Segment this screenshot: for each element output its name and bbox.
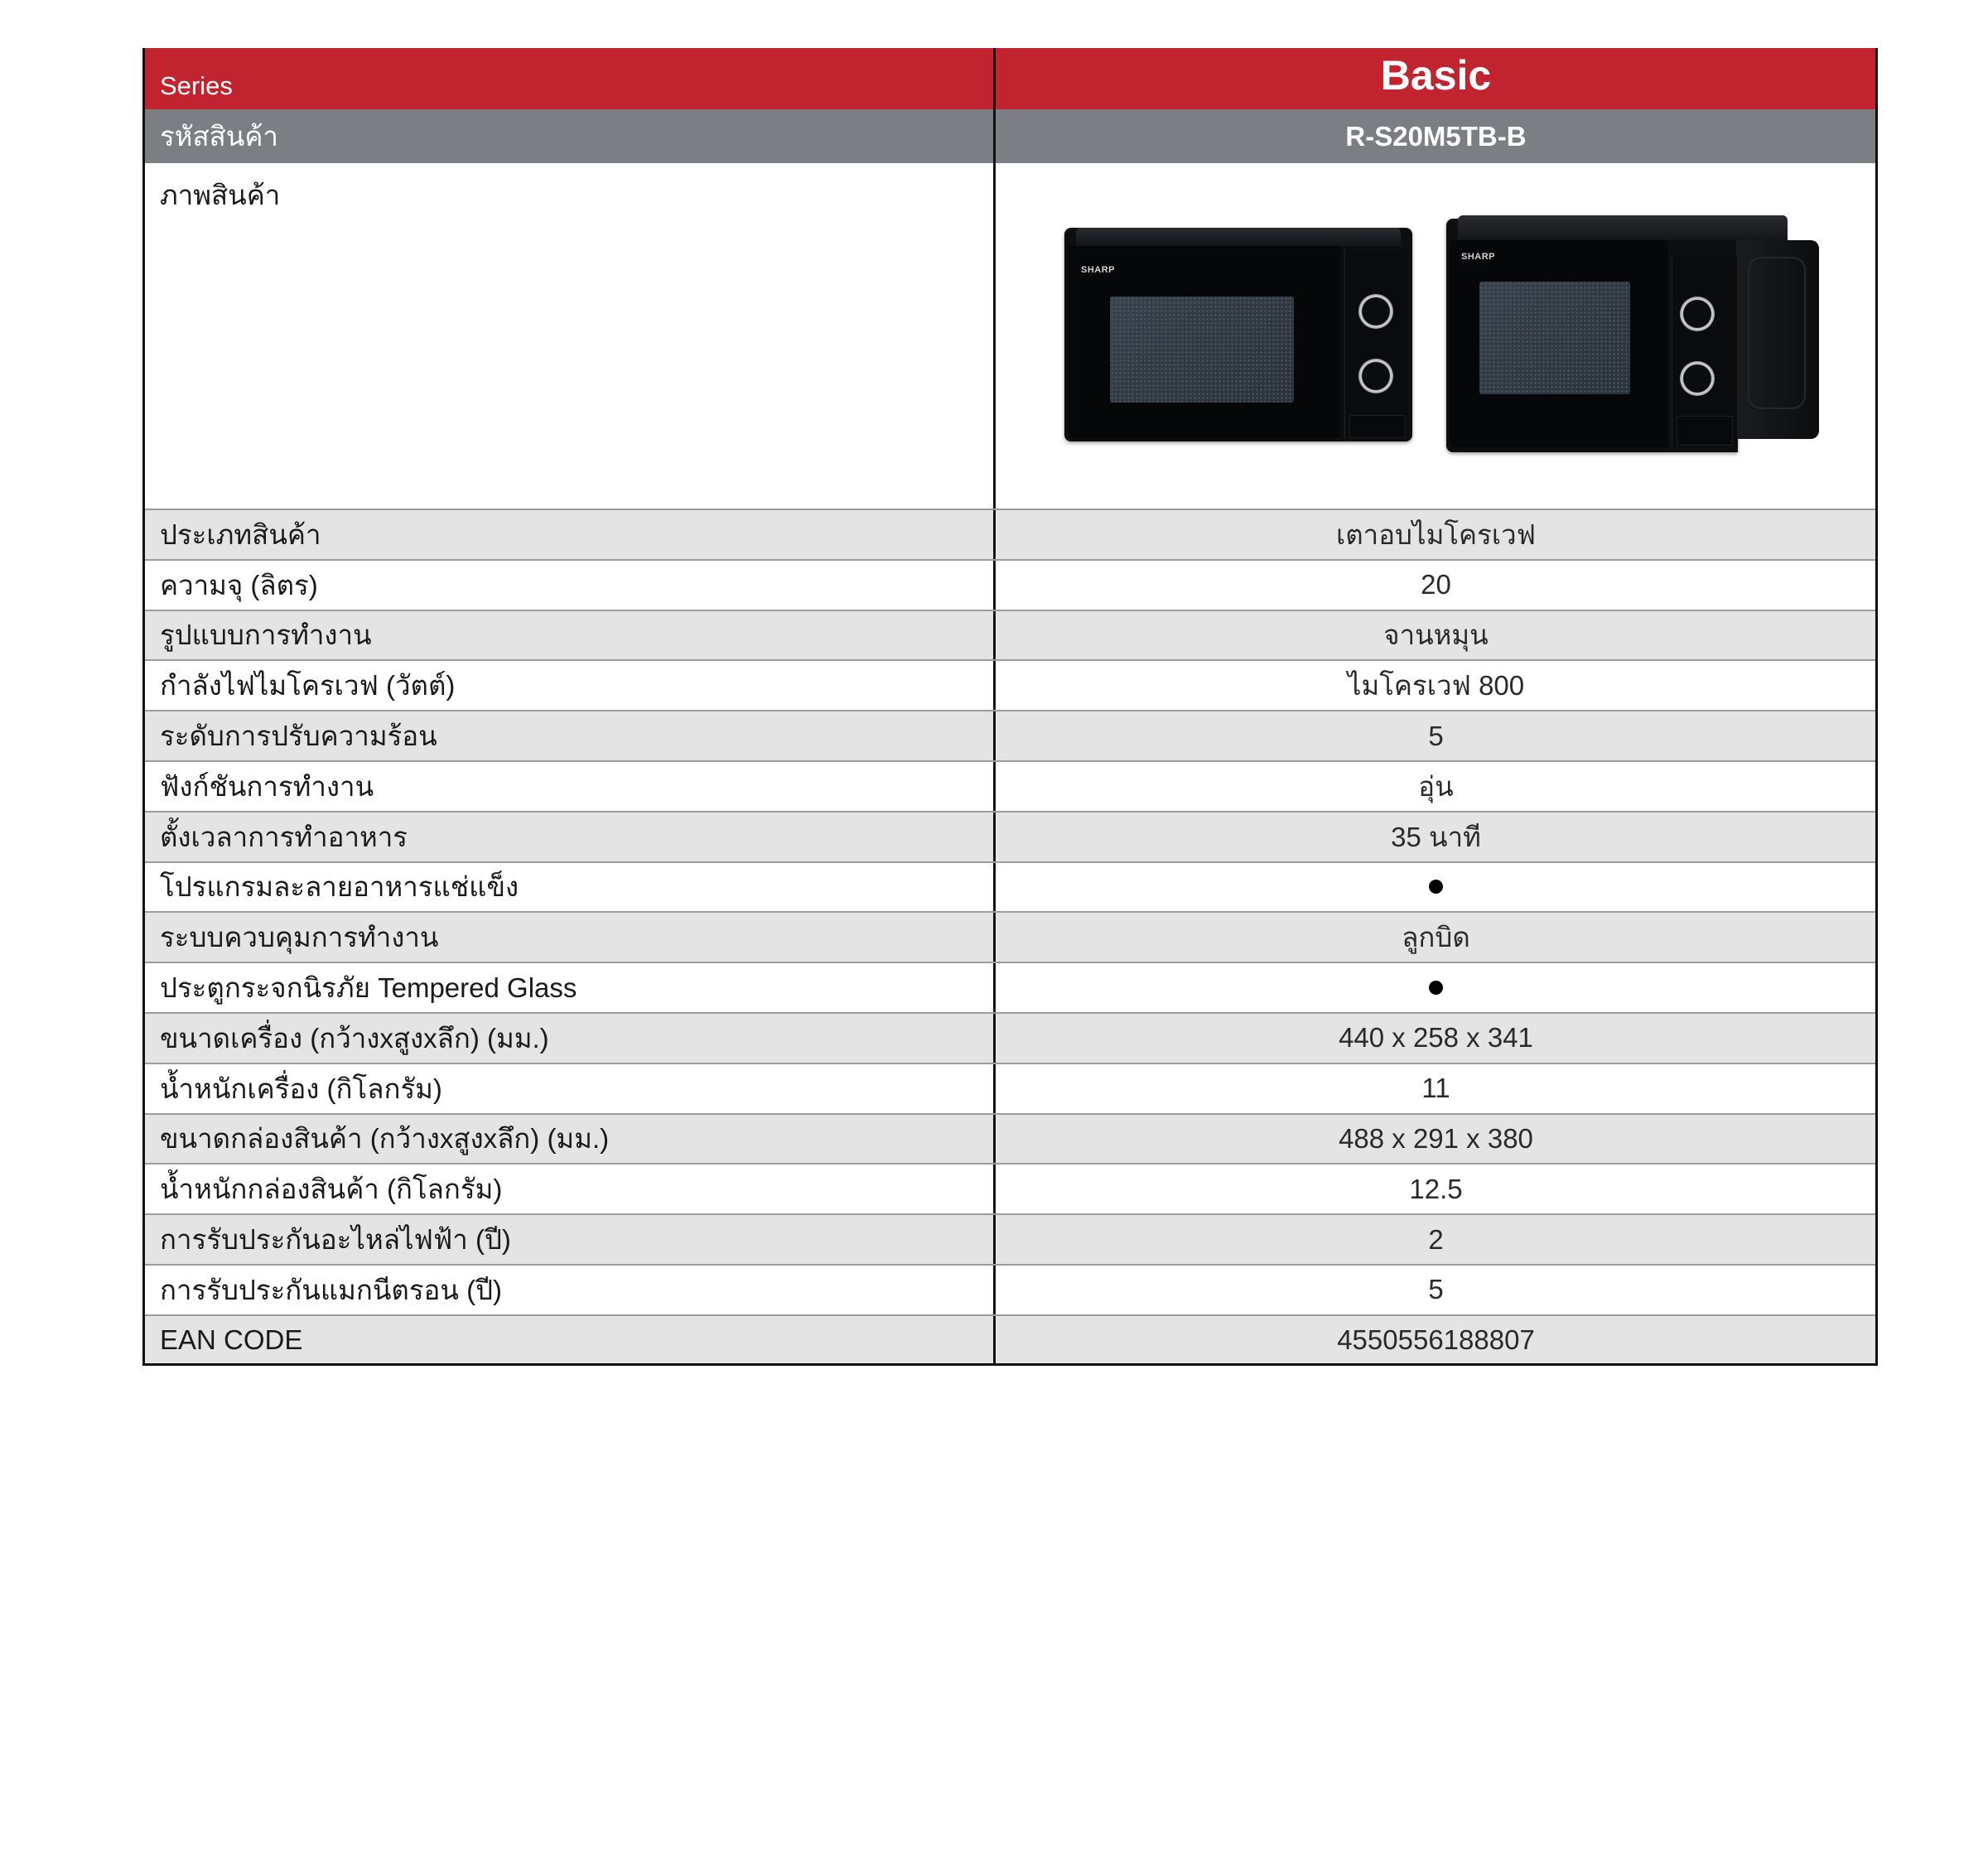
- door-window: [1110, 297, 1294, 403]
- power-knob-icon: [1680, 297, 1715, 331]
- column-divider: [993, 163, 996, 509]
- spec-label: ความจุ (ลิตร): [160, 569, 318, 600]
- column-divider: [993, 913, 996, 962]
- brand-logo: SHARP: [1081, 265, 1116, 275]
- microwave-top: [1458, 215, 1788, 240]
- spec-row: [142, 861, 1878, 912]
- column-divider: [993, 1064, 996, 1113]
- spec-row: [142, 760, 1878, 811]
- spec-row: [142, 962, 1878, 1012]
- spec-row: [142, 610, 1878, 660]
- series-value: Basic: [1380, 52, 1492, 99]
- spec-value: เตาอบไมโครเวฟ: [1335, 518, 1537, 550]
- spec-value: 2: [1428, 1223, 1444, 1255]
- spec-label: ประเภทสินค้า: [160, 518, 321, 550]
- spec-label: ระดับการปรับความร้อน: [160, 721, 437, 752]
- spec-row: [142, 1264, 1878, 1314]
- spec-label: น้ำหนักกล่องสินค้า (กิโลกรัม): [160, 1174, 503, 1205]
- column-divider: [993, 963, 996, 1012]
- column-divider: [993, 510, 996, 559]
- spec-value: 12.5: [1409, 1173, 1463, 1204]
- door-window: [1479, 282, 1630, 394]
- brand-logo: SHARP: [1461, 252, 1496, 262]
- spec-value: 440 x 258 x 341: [1339, 1022, 1533, 1054]
- series-label: Series: [160, 71, 233, 100]
- column-divider: [993, 1014, 996, 1063]
- spec-value: 5: [1428, 720, 1444, 751]
- spec-label: ระบบควบคุมการทำงาน: [160, 922, 439, 953]
- model-code-label: รหัสสินค้า: [160, 121, 278, 152]
- spec-label: ประตูกระจกนิรภัย Tempered Glass: [160, 972, 577, 1004]
- column-divider: [993, 711, 996, 760]
- spec-label: การรับประกันแมกนีตรอน (ปี): [160, 1274, 503, 1305]
- column-divider: [993, 1115, 996, 1164]
- timer-knob-icon: [1358, 359, 1393, 393]
- column-divider: [993, 1266, 996, 1314]
- side-panel: [1748, 257, 1806, 409]
- feature-available-dot-icon: [1429, 981, 1443, 995]
- control-panel: [1344, 249, 1408, 438]
- spec-value: 20: [1421, 569, 1451, 600]
- microwave-side: [1736, 240, 1819, 439]
- spec-value: 5: [1428, 1274, 1444, 1305]
- spec-value: 4550556188807: [1337, 1324, 1535, 1356]
- spec-row: [142, 659, 1878, 710]
- spec-row: [142, 509, 1878, 559]
- column-divider: [993, 813, 996, 861]
- column-divider: [993, 661, 996, 710]
- spec-label: EAN CODE: [160, 1324, 303, 1356]
- product-image-front: [1064, 228, 1412, 441]
- spec-row: [142, 1163, 1878, 1213]
- column-divider: [993, 1316, 996, 1365]
- spec-row: [142, 911, 1878, 962]
- spec-label: ขนาดเครื่อง (กว้างxสูงxลึก) (มม.): [160, 1022, 549, 1054]
- microwave-top: [1076, 228, 1401, 246]
- spec-value: 35 นาที: [1391, 821, 1481, 852]
- spec-row: [142, 1213, 1878, 1264]
- column-divider: [993, 1165, 996, 1213]
- spec-label: การรับประกันอะไหล่ไฟฟ้า (ปี): [160, 1224, 511, 1256]
- spec-row: [142, 1012, 1878, 1063]
- spec-label: ตั้งเวลาการทำอาหาร: [160, 821, 408, 852]
- product-image-angled: [1446, 219, 1821, 452]
- spec-label: ขนาดกล่องสินค้า (กว้างxสูงxลึก) (มม.): [160, 1123, 610, 1155]
- series-header-row: [142, 48, 1878, 109]
- spec-row: [142, 1314, 1878, 1365]
- spec-label: ฟังก์ชันการทำงาน: [160, 770, 374, 802]
- spec-label: น้ำหนักเครื่อง (กิโลกรัม): [160, 1073, 442, 1104]
- spec-label: รูปแบบการทำงาน: [160, 620, 372, 651]
- column-divider: [993, 863, 996, 912]
- spec-row: [142, 710, 1878, 760]
- model-code-row: [142, 109, 1878, 163]
- column-divider: [993, 561, 996, 610]
- spec-value: ไมโครเวฟ 800: [1347, 670, 1525, 702]
- spec-row: [142, 1113, 1878, 1164]
- spec-value: [994, 863, 1878, 912]
- spec-value: 488 x 291 x 380: [1339, 1122, 1533, 1154]
- spec-value: [994, 963, 1878, 1012]
- model-code-value: R-S20M5TB-B: [1345, 120, 1527, 152]
- spec-label: กำลังไฟไมโครเวฟ (วัตต์): [160, 670, 456, 702]
- column-divider: [993, 109, 996, 163]
- spec-value: อุ่น: [1418, 770, 1454, 802]
- column-divider: [993, 762, 996, 811]
- column-divider: [993, 48, 996, 109]
- power-knob-icon: [1358, 294, 1393, 329]
- spec-value: ลูกบิด: [1402, 922, 1470, 953]
- product-image-label: ภาพสินค้า: [160, 180, 281, 210]
- spec-value: 11: [1421, 1073, 1450, 1104]
- spec-row: [142, 811, 1878, 861]
- spec-label: โปรแกรมละลายอาหารแช่แข็ง: [160, 871, 519, 903]
- door-release: [1677, 416, 1733, 446]
- column-divider: [993, 611, 996, 660]
- spec-value: จานหมุน: [1383, 620, 1489, 651]
- timer-knob-icon: [1680, 361, 1715, 396]
- feature-available-dot-icon: [1429, 880, 1443, 894]
- spec-row: [142, 1063, 1878, 1113]
- column-divider: [993, 1215, 996, 1264]
- door-release: [1349, 415, 1406, 438]
- spec-row: [142, 559, 1878, 610]
